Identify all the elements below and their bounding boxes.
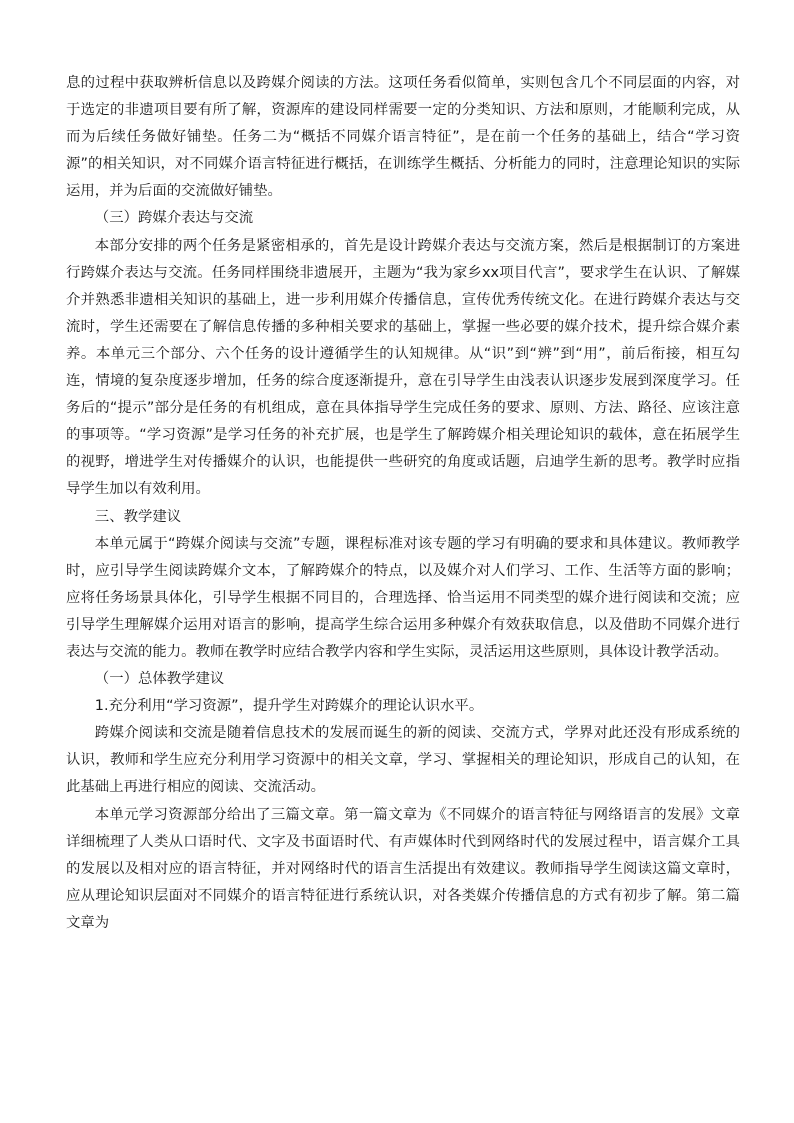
paragraph-cross-media-theory: 跨媒介阅读和交流是随着信息技术的发展而诞生的新的阅读、交流方式，学界对此还没有形成系统的认识，教师和学生应充分利用学习资源中的相关文章，学习、掌握相关的理论知识，形成自己的认知，在此基础上再进行相应的阅读、交流活动。 [66,725,740,796]
paragraph-intro-continuation: 息的过程中获取辨析信息以及跨媒介阅读的方法。这项任务看似简单，实则包含几个不同层面的内容，对于选定的非遗项目要有所了解，资源库的建设同样需要一定的分类知识、方法和原则，才能顺利完成，从而为后续任务做好铺垫。任务二为“概括不同媒介语言特征”，是在前一个任务的基础上，结合“学习资源”的相关知识，对不同媒介语言特征进行概括，在训练学生概括、分析能力的同时，注意理论知识的实际运用，并为后面的交流做好铺垫。 [66,75,740,200]
paragraph-teaching-suggestions: 本单元属于“跨媒介阅读与交流”专题，课程标准对该专题的学习有明确的要求和具体建议。教师教学时，应引导学生阅读跨媒介文本，了解跨媒介的特点，以及媒介对人们学习、工作、生活等方面的影响；应将任务场景具体化，引导学生根据不同目的，合理选择、恰当运用不同类型的媒介进行阅读和交流；应引导学生理解媒介运用对语言的影响，提高学生综合运用多种媒介有效获取信息，以及借助不同媒介进行表达与交流的能力。教师在教学时应结合教学内容和学生实际，灵活运用这些原则，具体设计教学活动。 [66,535,740,660]
paragraph-three-articles: 本单元学习资源部分给出了三篇文章。第一篇文章为《不同媒介的语言特征与网络语言的发展》文章详细梳理了人类从口语时代、文字及书面语时代、有声媒体时代到网络时代的发展过程中，语言媒介工具的发展以及相对应的语言特征，并对网络时代的语言生活提出有效建议。教师指导学生阅读这篇文章时，应从理论知识层面对不同媒介的语言特征进行系统认识，对各类媒介传播信息的方式有初步了解。第二篇文章为 [66,806,740,931]
section-heading-teaching-suggestions: 三、教学建议 [94,508,182,525]
paragraph-cross-media-expression: 本部分安排的两个任务是紧密相承的，首先是设计跨媒介表达与交流方案，然后是根据制订的方案进行跨媒介表达与交流。任务同样围绕非遗展开，主题为“我为家乡xx项目代言”，要求学生在认识、了解媒介并熟悉非遗相关知识的基础上，进一步利用媒介传播信息，宣传优秀传统文化。在进行跨媒介表达与交流时，学生还需要在了解信息传播的多种相关要求的基础上，掌握一些必要的媒介技术，提升综合媒介素养。本单元三个部分、六个任务的设计遵循学生的认知规律。从“识”到“辨”到“用”，前后衔接，相互勾连，情境的复杂度逐步增加，任务的综合度逐渐提升，意在引导学生由浅表认识逐步发展到深度学习。任务后的“提示”部分是任务的有机组成，意在具体指导学生完成任务的要求、原则、方法、路径、应该注意的事项等。“学习资源”是学习任务的补充扩展，也是学生了解跨媒介相关理论知识的载体，意在拓展学生的视野，增进学生对传播媒介的认识，也能提供一些研究的角度或话题，启迪学生新的思考。教学时应指导学生加以有效利用。 [66,237,740,498]
document-page [66,70,740,937]
point-heading-use-learning-resources: 1.充分利用“学习资源”，提升学生对跨媒介的理论认识水平。 [94,698,484,715]
section-heading-cross-media-expression: （三）跨媒介表达与交流 [94,210,254,227]
subsection-heading-overall-suggestions: （一）总体教学建议 [94,671,225,688]
